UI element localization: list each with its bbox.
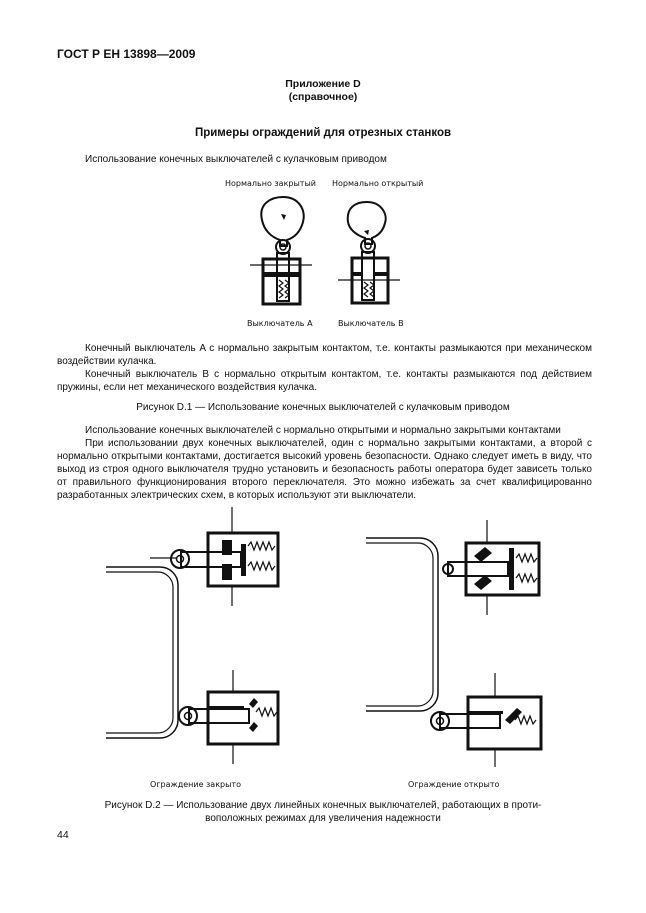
annex-title: Приложение D [285,78,361,90]
paragraph-nc-no: Использование конечных выключателей с нормально открытыми и нормально закрытыми контактами [85,425,561,436]
section-title: Примеры ограждений для отрезных станков [194,127,452,139]
document-header: ГОСТ Р ЕН 13898—2009 [57,47,196,61]
intro-text: Использование конечных выключателей с кулачковым приводом [85,154,387,165]
label-normally-closed: Нормально закрытый [225,179,316,188]
guard-open-drawing [366,520,541,767]
label-guard-closed: Ограждение закрыто [150,780,241,789]
figure-d2-caption-line1: Рисунок D.2 — Использование двух линейных конечных выключателей, работающих в проти- [104,800,542,811]
figure-d1-caption: Рисунок D.1 — Использование конечных выключателей с кулачковым приводом [136,402,510,413]
label-guard-open: Ограждение открыто [408,780,500,789]
figure-d2-caption [0,799,646,825]
paragraph-safety: При использовании двух конечных выключателей, один с нормально закрытыми контактами, а второй с нормально открытыми контактами, достигается высокий уровень безопасности. Однако следует иметь в виду, что выход из строя одного выключателя трудно установить и безопасность работы оператора будет зависеть только от правильного функционирования второго переключателя. Это можно избежать за счет квалифицированно разработанных электрических схем, в которых используют эти выключатели. [57,438,592,501]
figure-d2-caption-line2: воположных режимах для увеличения надежности [205,813,441,824]
paragraph-switch-a: Конечный выключатель A с нормально закрытым контактом, т.е. контакты размыкаются при механическом воздействии кулачка. [57,343,592,367]
annex-type: (справочное) [288,91,358,103]
label-normally-open: Нормально открытый [332,179,424,188]
paragraph-switch-b: Конечный выключатель B с нормально открытым контактом, т.е. контакты размыкаются под действием пружины, если нет механического воздействия кулачка. [57,369,592,393]
label-switch-a: Выключатель A [247,319,313,328]
guard-closed-drawing [106,507,278,764]
page-number: 44 [57,829,69,841]
label-switch-b: Выключатель B [338,319,404,328]
